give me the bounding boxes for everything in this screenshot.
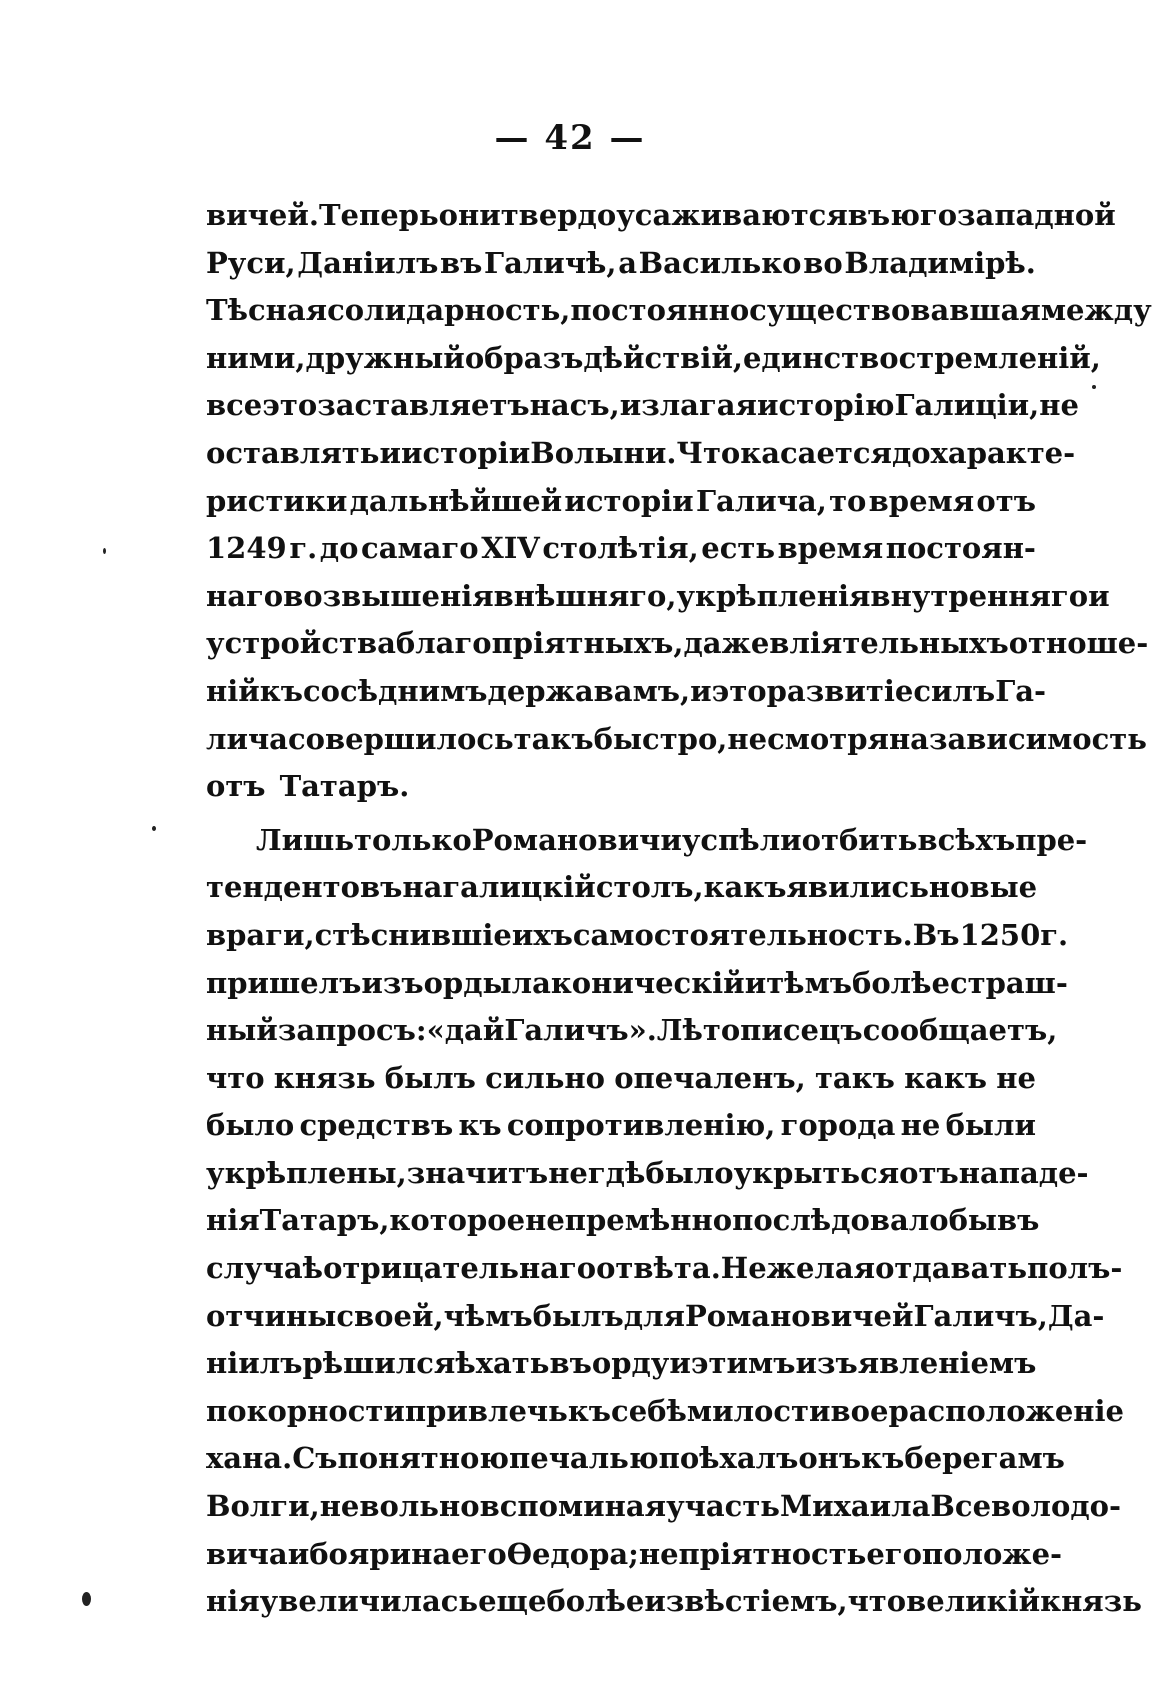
word: тендентовъ [206,870,403,905]
text-line [206,525,1036,573]
word: своей, [336,1298,444,1333]
word: время [868,483,975,518]
word: средствъ [299,1108,454,1143]
text-line [206,763,1036,811]
word: устройства [206,626,396,661]
word: такъ [513,721,594,756]
word: Теперь [318,198,439,232]
word: Галичѣ, [484,245,617,280]
word: не [900,1108,941,1143]
word: это [711,673,767,708]
paragraph-2 [206,817,1142,1626]
word: къ [567,1393,612,1428]
word: увеличилась [259,1584,479,1619]
word: единство [742,340,899,375]
scan-speck [1092,385,1096,389]
word: не [996,1060,1036,1095]
word: усаживаются [616,198,848,232]
word: князь [273,1060,376,1095]
word: и [287,1536,310,1571]
word: въ [997,1203,1040,1238]
word: этимъ [690,1346,796,1381]
text-line [206,240,1036,288]
word: на [888,721,929,756]
text-line [206,1150,1089,1198]
text-line [206,1531,1063,1579]
word: Галичъ, [913,1298,1048,1333]
word: расположеніе [888,1393,1124,1428]
word: Ѳедора; [506,1536,639,1571]
word: пре- [1015,822,1088,857]
word: наго [206,578,284,613]
word: послѣдовало [732,1203,949,1238]
word: ный [206,1013,278,1048]
word: г. [289,531,318,566]
word: въ [847,198,891,232]
word: Въ [912,917,960,952]
word: орду [591,1346,670,1381]
word: бы [948,1203,997,1238]
text-line [206,478,1036,526]
word: къ [458,1108,502,1143]
word: Галича, [695,483,827,518]
word: положе- [921,1536,1063,1571]
word: города [780,1108,896,1143]
word: постоян- [885,531,1036,566]
body-text [206,192,1152,1626]
word: тѣмъ [766,965,852,1000]
word: себѣ [611,1393,687,1428]
word: «дай [426,1013,505,1048]
word: не [1039,388,1079,423]
word: привлечь [404,1393,568,1428]
word: укрѣплены, [206,1155,407,1190]
word: поѣхалъ [658,1441,799,1476]
word: сосѣднимъ [302,673,488,708]
word: нія [206,1203,260,1238]
word: Татаръ, [259,1203,390,1238]
word: въ [549,1346,592,1381]
page-number: — 42 — [494,118,646,158]
word: Что [676,435,741,470]
word: есть [701,531,776,566]
text-line [206,430,1076,478]
word: отъ [206,769,266,804]
word: время [777,531,884,566]
text-line [206,668,1047,716]
word: ній [206,673,260,708]
word: и [744,965,767,1000]
word: въ [439,245,483,280]
word: ихъ [511,917,573,952]
word: явились [786,870,929,905]
scan-speck [82,1592,91,1606]
word: галицкій [442,870,596,905]
word: силъ [913,673,996,708]
word: вліятельныхъ [769,626,1009,661]
word: сильно [485,1060,605,1095]
word: нападе- [958,1155,1089,1190]
word: твердо [500,198,617,232]
word: а [618,245,637,280]
word: великій [906,1584,1041,1619]
word: укрыться [733,1155,900,1190]
word: Руси, [206,245,296,280]
text-line [206,573,1110,621]
word: было [206,1108,295,1143]
word: возвышенія [283,578,494,613]
text-line [206,382,1079,430]
word: XIV [481,531,540,566]
word: Романовичей [684,1298,914,1333]
word: Волги, [206,1489,320,1524]
word: Владимірѣ. [844,245,1036,280]
word: укрѣпленія [676,578,871,613]
word: 1249 [206,531,287,566]
word: ристики [206,483,348,518]
word: полъ- [1027,1251,1123,1286]
text-line [206,1102,1036,1150]
word: отъ [976,483,1036,518]
word: исторіи [564,483,694,518]
text-line [206,287,1152,335]
word: Тѣсная [206,293,328,328]
word: 1250 [959,917,1041,952]
text-line [206,960,1068,1008]
word: самаго [361,531,479,566]
word: болѣе [546,1584,645,1619]
word: смотря [767,721,889,756]
word: исторію [756,388,895,423]
word: г. [1040,917,1069,952]
word: Га- [995,673,1047,708]
word: развитіе [766,673,914,708]
word: солидарность, [327,293,571,328]
word: Съ [292,1441,338,1476]
word: былъ [384,1060,476,1095]
word: сопротивленію, [506,1108,776,1143]
word: касается [740,435,892,470]
word: дѣйствій, [583,340,743,375]
word: понятною [337,1441,510,1476]
word: вспоминая [479,1489,667,1524]
text-line [206,1388,1124,1436]
word: стремленій, [898,340,1101,375]
word: новые [928,870,1038,905]
word: лаконическій [511,965,745,1000]
word: образъ [464,340,584,375]
word: они [438,198,501,232]
word: къ [259,673,303,708]
word: князь [1040,1584,1142,1619]
word: столъ, [595,870,704,905]
word: отвѣта. [596,1251,721,1286]
word: опечаленъ, [614,1060,806,1095]
text-line [206,716,1147,764]
word: его [451,1536,507,1571]
text-line [206,1197,1040,1245]
word: для [623,1298,685,1333]
word: Галичъ». [504,1013,657,1048]
word: пришелъ [206,965,362,1000]
word: всѣхъ [917,822,1016,857]
word: изъявленіемъ [795,1346,1037,1381]
word: только [354,822,472,857]
word: которое [389,1203,526,1238]
word: непремѣнно [525,1203,733,1238]
word: характе- [930,435,1076,470]
word: ними, [206,340,306,375]
text-line [206,1578,1142,1626]
word: и [669,1346,691,1381]
word: орды [423,965,512,1000]
text-line [206,1007,1058,1055]
word: сообщаетъ, [862,1013,1058,1048]
word: внѣшняго, [493,578,677,613]
word: существовавшая [749,293,1041,328]
word: было [645,1155,734,1190]
word: Волыни. [530,435,677,470]
word: враги, [206,917,315,952]
word: желая [766,1251,876,1286]
word: дружный [305,340,465,375]
word: отноше- [1008,626,1149,661]
word: благопріятныхъ, [395,626,684,661]
word: до [319,531,359,566]
word: участь [666,1489,780,1524]
word: Не [720,1251,767,1286]
word: лича [206,721,288,756]
text-line [206,1245,1123,1293]
word: отбить [801,822,918,857]
word: стѣснившіе [314,917,512,952]
word: не [727,721,768,756]
word: и [379,435,401,470]
text-line [206,192,1116,240]
word: Татаръ. [279,769,410,804]
word: его [866,1536,922,1571]
word: исторіи [400,435,531,470]
word: какъ [703,870,787,905]
word: покорности [206,1393,405,1428]
word: случаѣ [206,1251,324,1286]
word: онъ [798,1441,862,1476]
word: ѣхать [455,1346,550,1381]
word: Михаила [779,1489,931,1524]
word: что [847,1584,907,1619]
word: даже [683,626,770,661]
word: зависимость [928,721,1147,756]
word: рѣшился [302,1346,456,1381]
word: ніилъ [206,1346,303,1381]
text-line [206,817,1088,865]
word: хана. [206,1441,293,1476]
word: вича [206,1536,288,1571]
word: дальнѣйшей [349,483,563,518]
word: болѣе [852,965,950,1000]
text-line [206,335,1101,383]
word: что [206,1060,265,1095]
word: Да- [1047,1298,1105,1333]
word: боярина [309,1536,452,1571]
word: постоянно [570,293,750,328]
word: невольно [319,1489,480,1524]
word: оставлять [206,435,380,470]
word: Всеволодо- [930,1489,1122,1524]
word: на [402,870,443,905]
word: быстро, [593,721,728,756]
word: насъ, [529,388,620,423]
text-line [206,912,1069,960]
word: былъ [532,1298,624,1333]
text-line [206,1055,1036,1103]
word: къ [861,1441,905,1476]
word: извѣстіемъ, [644,1584,848,1619]
scan-speck [152,826,156,831]
word: запросъ: [277,1013,427,1048]
word: Василько [638,245,802,280]
word: то [829,483,867,518]
word: были [945,1108,1036,1143]
scan-speck [103,548,106,554]
word: заставляетъ [317,388,530,423]
word: и [1088,578,1110,613]
word: берегамъ [904,1441,1065,1476]
word: какъ [904,1060,988,1095]
word: непріятность [638,1536,867,1571]
text-line [206,1293,1105,1341]
text-line [206,1340,1036,1388]
word: отдавать [875,1251,1028,1286]
word: совершилось [287,721,514,756]
word: отъ [899,1155,959,1190]
word: все [206,388,263,423]
word: и [690,673,712,708]
word: державамъ, [487,673,691,708]
word: югозападной [890,198,1116,232]
text-line [206,1435,1065,1483]
word: Галиціи, [894,388,1040,423]
word: излагая [619,388,757,423]
word: печалью [509,1441,659,1476]
word: страш- [949,965,1068,1000]
word: успѣли [681,822,802,857]
word: изъ [361,965,424,1000]
word: Романовичи [471,822,682,857]
word: Даніилъ [297,245,439,280]
word: вичей. [206,198,319,232]
word: Лѣтописецъ [656,1013,863,1048]
text-line [206,1483,1122,1531]
text-line [206,864,1036,912]
word: столѣтія, [542,531,699,566]
word: внутренняго [870,578,1089,613]
paragraph-1 [206,192,1152,811]
word: такъ [814,1060,895,1095]
word: чѣмъ [443,1298,533,1333]
word: значитъ [406,1155,549,1190]
word: между [1040,293,1152,328]
word: милостивое [686,1393,889,1428]
word: самостоятельность. [572,917,913,952]
word: это [262,388,318,423]
word: нія [206,1584,260,1619]
word: негдѣ [548,1155,646,1190]
word: до [891,435,931,470]
word: во [803,245,843,280]
word: отчины [206,1298,337,1333]
text-line [206,620,1149,668]
word: отрицательнаго [323,1251,597,1286]
word: еще [478,1584,547,1619]
word: Лишь [256,822,355,857]
